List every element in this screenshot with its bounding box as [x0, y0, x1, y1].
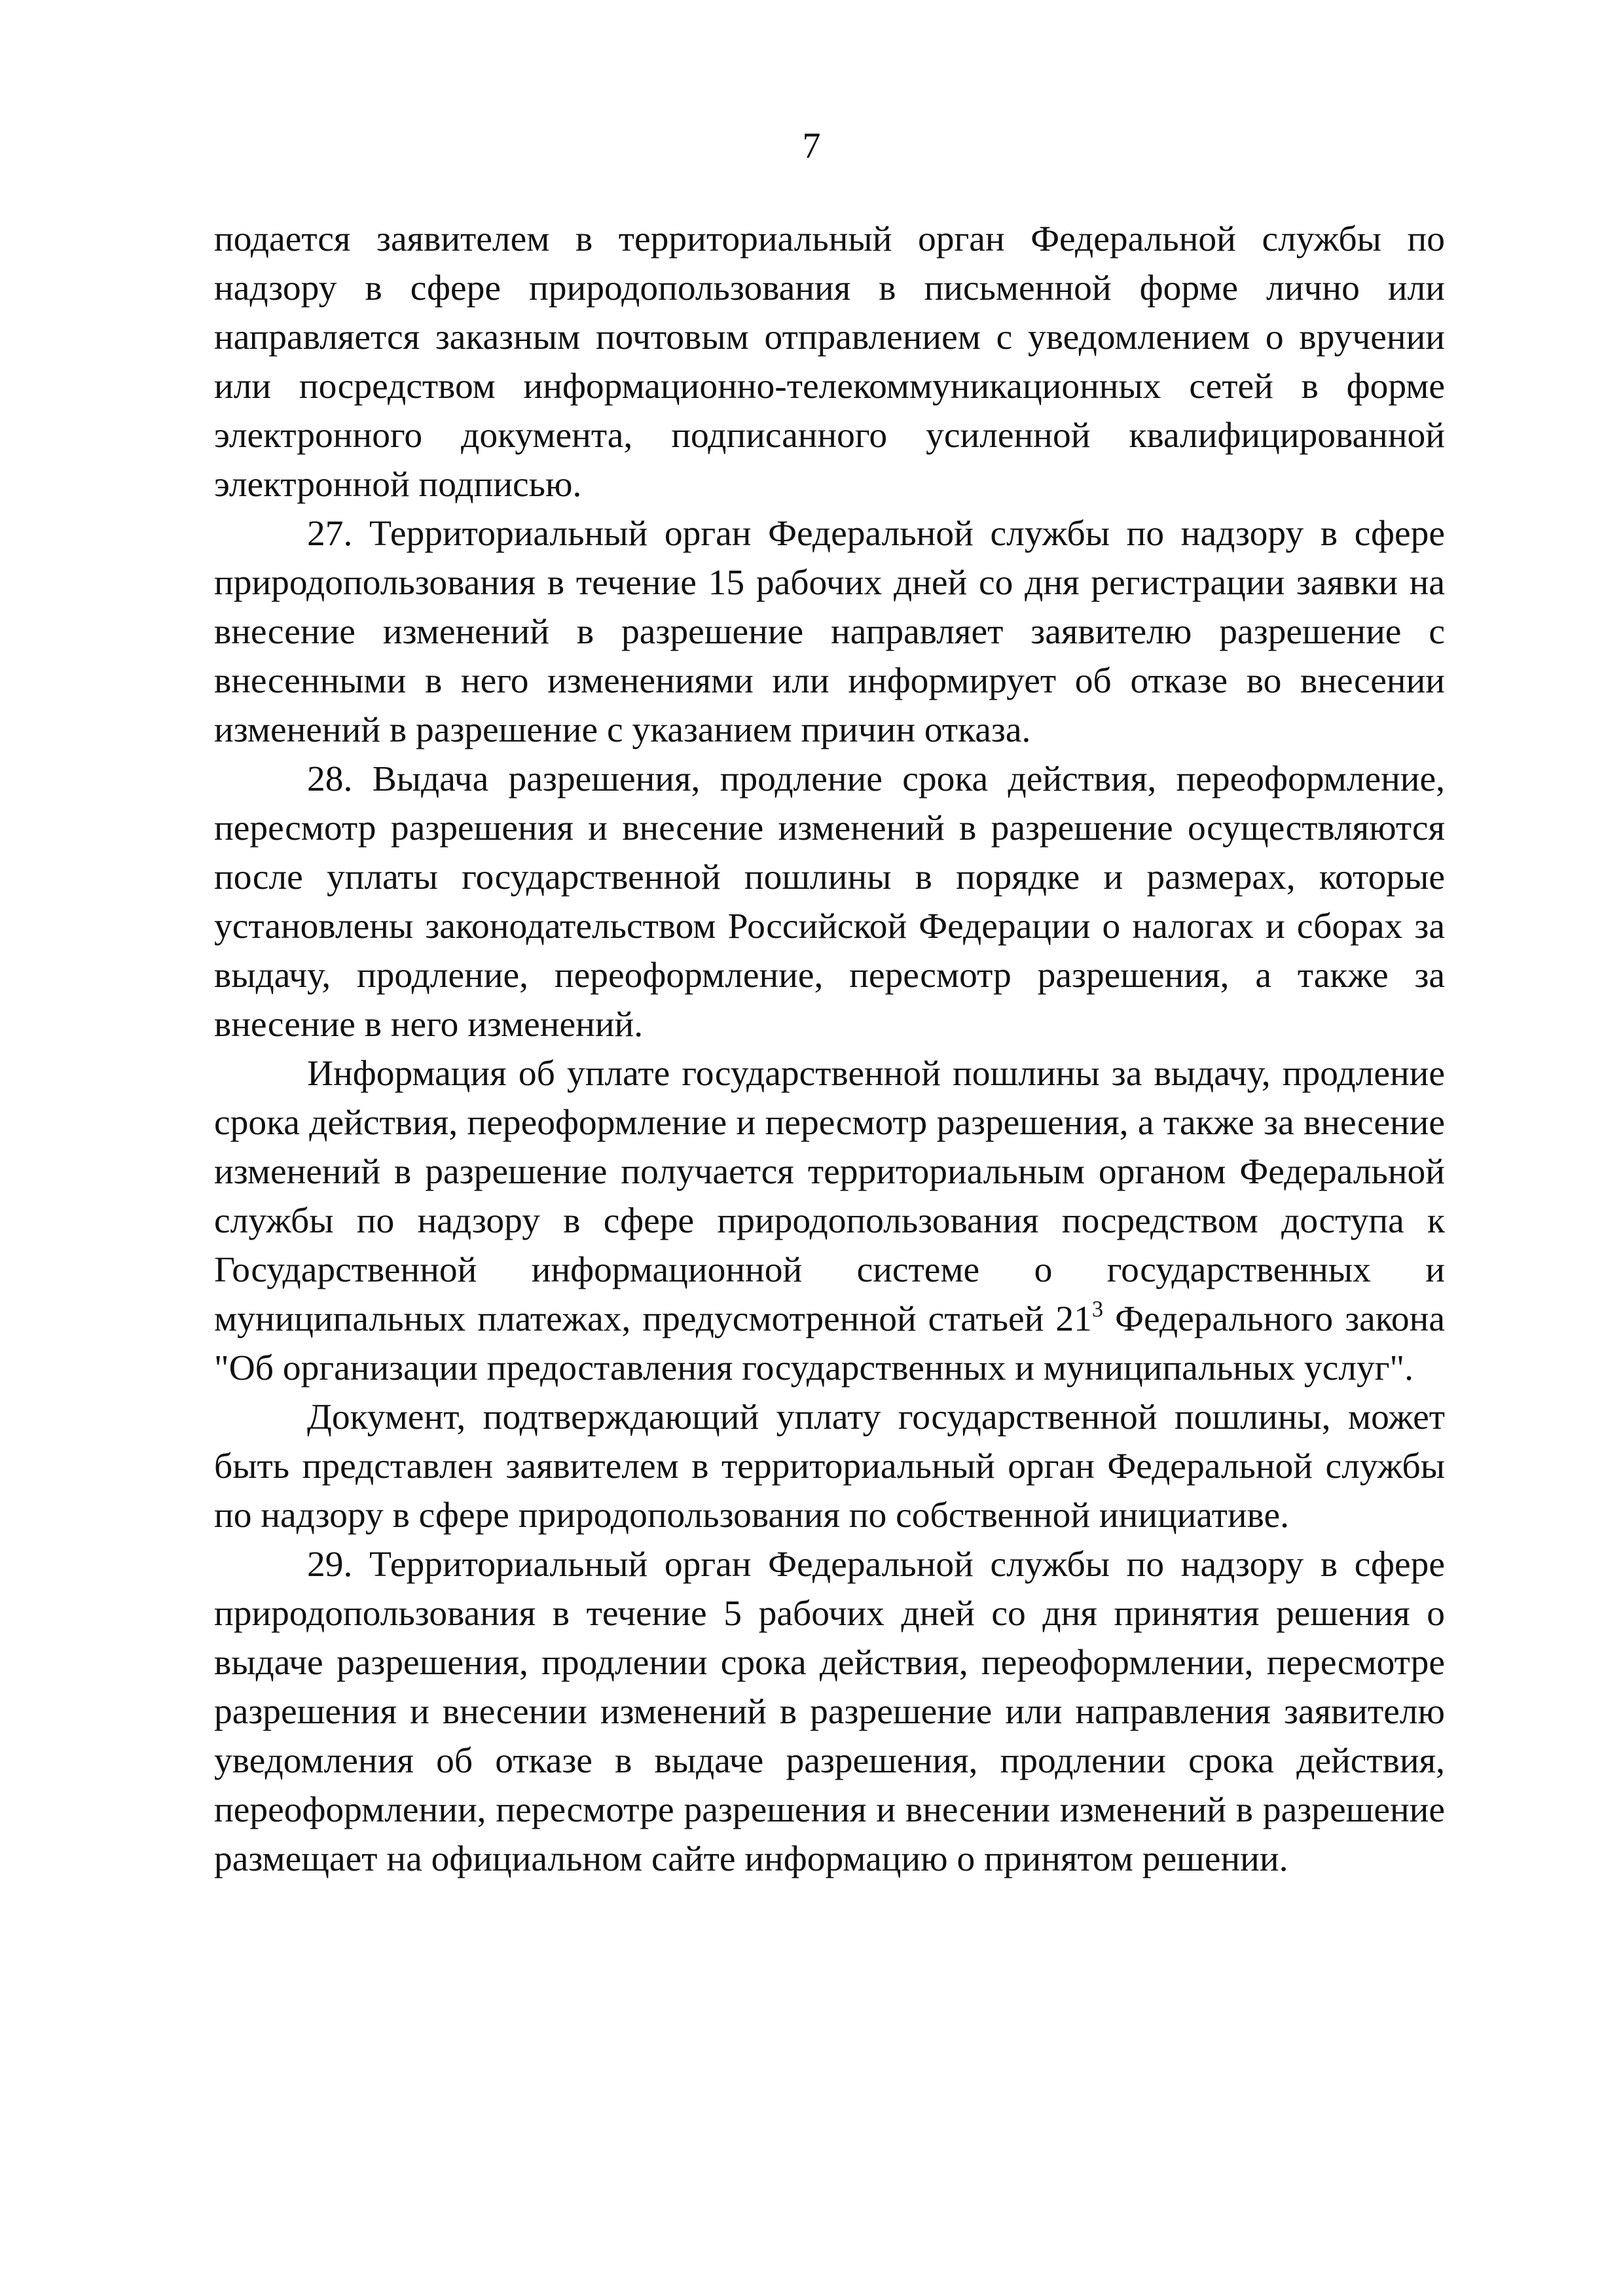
- paragraph-payment-document: Документ, подтверждающий уплату государственной пошлины, может быть представлен заявителем в территориальный орган Федеральной службы по надзору в сфере природопользования по собственной инициативе.: [214, 1397, 1445, 1535]
- paragraph-payment-info: [214, 1049, 1445, 1393]
- paragraph-29: 29. Территориальный орган Федеральной службы по надзору в сфере природопользования в течение 5 рабочих дней со дня принятия решения о выдаче разрешения, продлении срока действия, переоформлении, пересмотре разрешения и внесении изменений в разрешение или направления заявителю уведомления об отказе в выдаче разрешения, продлении срока действия, переоформлении, пересмотре разрешения и внесении изменений в разрешение размещает на официальном сайте информацию о принятом решении.: [214, 1545, 1445, 1879]
- payment-info-text: Информация об уплате государственной пошлины за выдачу, продление срока действия, переоформление и пересмотр разрешения, а также за внесение изменений в разрешение получается территориальным органом Федеральной службы по надзору в сфере природопользования посредством доступа к Государственной информационной системе о государственных и муниципальных платежах, предусмотренной статьей 21: [214, 1054, 1445, 1339]
- paragraph-27: 27. Территориальный орган Федеральной службы по надзору в сфере природопользования в течение 15 рабочих дней со дня регистрации заявки на внесение изменений в разрешение направляет заявителю разрешение с внесенными в него изменениями или информирует об отказе во внесении изменений в разрешение с указанием причин отказа.: [214, 514, 1445, 750]
- document-body: [214, 215, 1445, 1884]
- article-superscript: 3: [1091, 1297, 1104, 1322]
- paragraph-28: 28. Выдача разрешения, продление срока действия, переоформление, пересмотр разрешения и внесение изменений в разрешение осуществляются после уплаты государственной пошлины в порядке и размерах, которые установлены законодательством Российской Федерации о налогах и сборах за выдачу, продление, переоформление, пересмотр разрешения, а также за внесение в него изменений.: [214, 759, 1445, 1045]
- payment-info-text-end: Федерального закона "Об организации предоставления государственных и муниципальных услуг".: [214, 1299, 1445, 1388]
- paragraph-continuation: подается заявителем в территориальный орган Федеральной службы по надзору в сфере природопользования в письменной форме лично или направляется заказным почтовым отправлением с уведомлением о вручении или посредством информационно-телекоммуникационных сетей в форме электронного документа, подписанного усиленной квалифицированной электронной подписью.: [214, 219, 1445, 505]
- page-number: 7: [802, 126, 821, 166]
